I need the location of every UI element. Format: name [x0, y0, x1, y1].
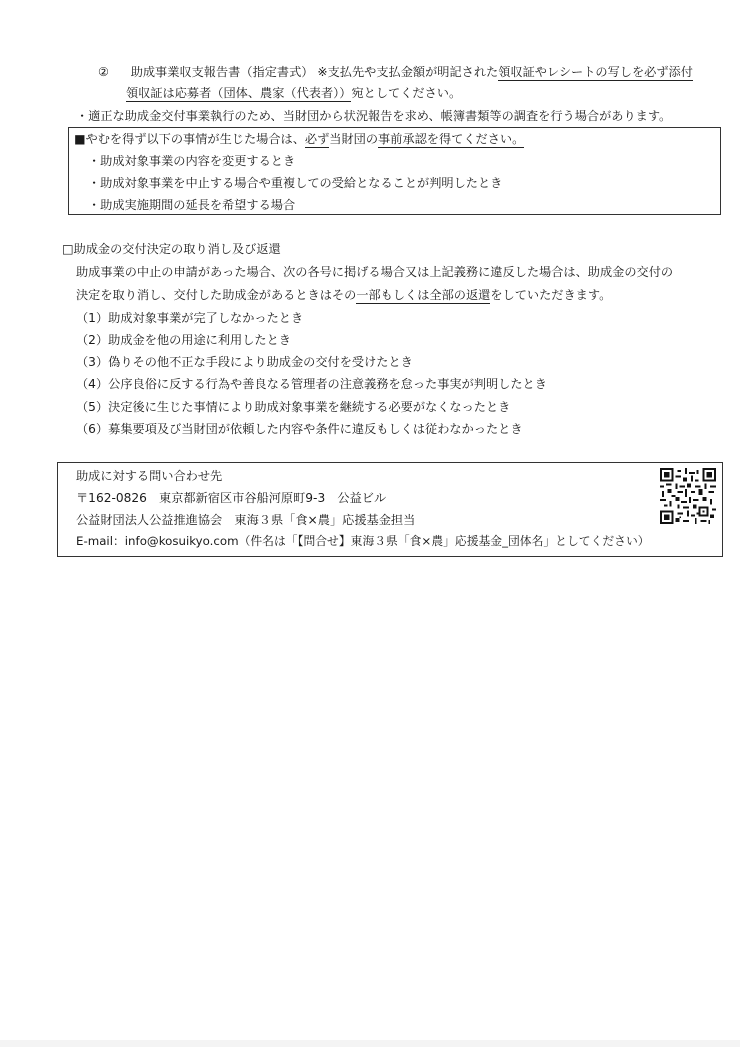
- revocation-item: （3）偽りその他不正な手段により助成金の交付を受けたとき: [76, 355, 413, 369]
- revocation-heading: □助成金の交付決定の取り消し及び返還: [62, 242, 281, 256]
- revocation-item: （5）決定後に生じた事情により助成対象事業を継続する必要がなくなったとき: [76, 400, 511, 414]
- para2-text: 決定を取り消し、交付した助成金があるときはその: [76, 288, 357, 302]
- contact-organization: 公益財団法人公益推進協会 東海３県「食×農」応援基金担当: [76, 513, 416, 527]
- page-bottom-edge: [0, 1040, 740, 1047]
- lead-text: ■やむを得ず以下の事情が生じた場合は、: [74, 132, 305, 146]
- revocation-item: （2）助成金を他の用途に利用したとき: [76, 333, 291, 347]
- item2-number: ②: [98, 65, 109, 79]
- box-item: ・助成対象事業を中止する場合や重複しての受給となることが判明したとき: [88, 176, 503, 190]
- contact-email[interactable]: E-mail：info@kosuikyo.com（件名は「【問合せ】東海３県「食×農」応援基金_団体名」としてください）: [76, 534, 650, 548]
- prior-approval-lead: [74, 133, 524, 145]
- contact-address: 〒162-0826 東京都新宿区市谷船河原町9-3 公益ビル: [76, 491, 387, 505]
- revocation-item: （1）助成対象事業が完了しなかったとき: [76, 311, 304, 325]
- item2-cont: 宛としてください。: [351, 86, 462, 100]
- item2-cont-underlined: 領収証は応募者（団体、農家（代表者））: [126, 86, 352, 100]
- revocation-item: （6）募集要項及び当財団が依頼した内容や条件に違反もしくは従わなかったとき: [76, 422, 523, 436]
- revocation-para-line1: 助成事業の中止の申請があった場合、次の各号に掲げる場合又は上記義務に違反した場合は、助成金の交付の: [76, 265, 674, 279]
- para2-text-end: をしていただきます。: [490, 288, 612, 302]
- lead-text-mid: 当財団の: [329, 132, 379, 146]
- qr-code-icon[interactable]: [660, 468, 716, 524]
- lead-underlined-approval: 事前承認を得てください。: [378, 132, 525, 146]
- item2-title: 助成事業収支報告書（指定書式）: [130, 65, 314, 79]
- item2-note: ※支払先や支払金額が明記された: [317, 65, 499, 79]
- item2-line2: [126, 87, 461, 99]
- para2-underlined: 一部もしくは全部の返還: [356, 288, 491, 302]
- item2-note-underlined: 領収証やレシートの写しを必ず添付: [498, 65, 693, 79]
- item2-line1: [98, 66, 693, 78]
- revocation-para-line2: [76, 289, 611, 301]
- investigation-note: ・適正な助成金交付事業執行のため、当財団から状況報告を求め、帳簿書類等の調査を行う場合があります。: [76, 109, 672, 123]
- contact-heading: 助成に対する問い合わせ先: [76, 469, 223, 483]
- box-item: ・助成実施期間の延長を希望する場合: [88, 198, 296, 212]
- revocation-item: （4）公序良俗に反する行為や善良なる管理者の注意義務を怠った事実が判明したとき: [76, 377, 547, 391]
- box-item: ・助成対象事業の内容を変更するとき: [88, 154, 296, 168]
- lead-underlined-must: 必ず: [304, 132, 330, 146]
